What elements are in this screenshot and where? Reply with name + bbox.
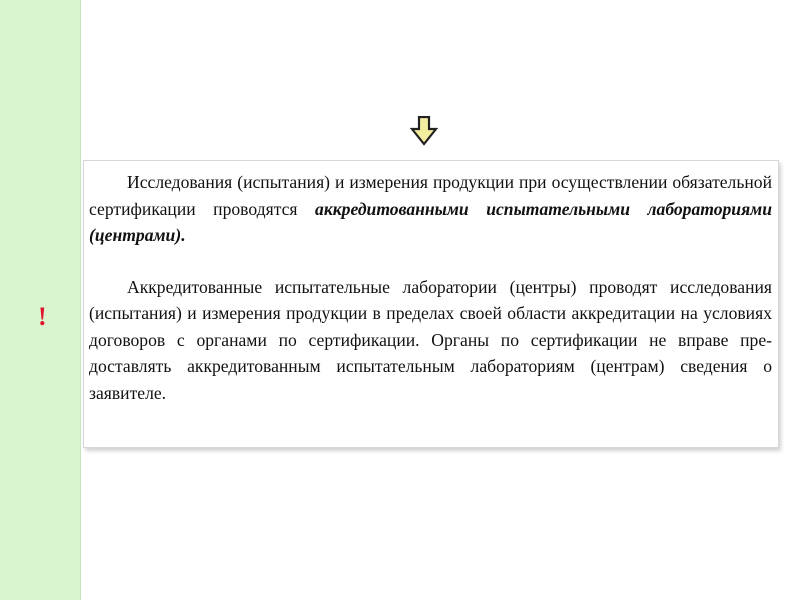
side-panel (0, 0, 81, 600)
exclamation-marker: ! (38, 302, 47, 331)
paragraph-accredited-labs: Аккредитованные испытательные лаборатории (центры) проводят исследования (испытания) и измерения продукции в пределах своей области аккредитации на условиях договоров с органами по сертификации. Органы по сертификации не вправе пре-доставлять аккредитованным испытательным лабораториям (центрам) сведения о заявителе. (89, 276, 772, 403)
paragraph-requirement-emphasis: аккредитованными испытательными лабораториями (центрами). (89, 198, 772, 245)
content-box (83, 160, 779, 448)
paragraph-requirement-text: Исследования (испытания) и измерения продукции при осуществлении обязательной сертификации проводятся (89, 172, 772, 219)
down-arrow-icon (410, 116, 438, 146)
paragraph-requirement (89, 169, 772, 249)
